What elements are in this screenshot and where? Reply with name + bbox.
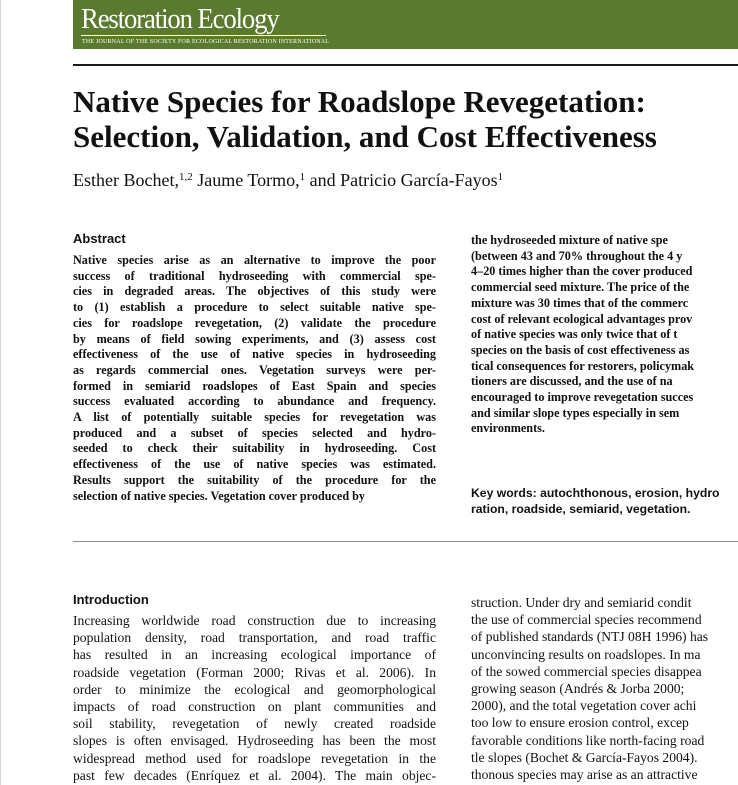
author-affiliation: 1 bbox=[299, 171, 306, 183]
journal-name: Restoration Ecology bbox=[81, 3, 279, 35]
abstract-line: of native species was only twice that of t bbox=[471, 327, 678, 342]
author-name: Esther Bochet, bbox=[73, 170, 179, 190]
journal-subtitle: THE JOURNAL OF THE SOCIETY FOR ECOLOGICAL RESTORATION INTERNATIONAL bbox=[82, 39, 330, 45]
body-line: order to minimize the ecological and geomorphological bbox=[73, 681, 436, 697]
abstract-line: formed in semiarid roadslopes of East Spain and species bbox=[73, 378, 436, 393]
abstract-right-column bbox=[471, 233, 738, 437]
article-title-line: Selection, Validation, and Cost Effectiveness bbox=[73, 119, 657, 154]
body-line: 2000), and the total vegetation cover achi bbox=[471, 698, 697, 714]
body-line: thonous species may arise as an attractive bbox=[471, 767, 698, 783]
abstract-line: success of traditional hydroseeding with commercial spe- bbox=[73, 268, 436, 283]
abstract-line: tical consequences for restorers, policymak bbox=[471, 358, 695, 373]
author-name: Jaume Tormo, bbox=[192, 170, 300, 190]
body-line: has resulted in an increasing ecological importance of bbox=[73, 647, 436, 663]
body-line: widespread method used for roadslope revegetation in the bbox=[73, 750, 436, 766]
body-line: past few decades (Enríquez et al. 2004). The main objec- bbox=[73, 767, 436, 783]
body-line: tle slopes (Bochet & García-Fayos 2004). bbox=[471, 749, 698, 765]
body-line: Increasing worldwide road construction due to increasing bbox=[73, 613, 436, 628]
abstract-line: 4–20 times higher than the cover produced bbox=[471, 264, 693, 279]
article-title bbox=[73, 84, 738, 154]
body-line: unconvincing results on roadslopes. In ma bbox=[471, 646, 701, 662]
body-line: soil stability, revegetation of newly created roadside bbox=[73, 716, 436, 732]
masthead-underline bbox=[81, 35, 326, 36]
author-list bbox=[73, 169, 738, 191]
abstract-line: as regards commercial ones. Vegetation surveys were per- bbox=[73, 362, 436, 377]
abstract-line: cost of relevant ecological advantages prov bbox=[471, 311, 693, 326]
abstract-line: the hydroseeded mixture of native spe bbox=[471, 233, 668, 247]
abstract-line: by means of field sowing experiments, and (3) assess cost bbox=[73, 331, 436, 346]
abstract-line: effectiveness of the use of native species was estimated. bbox=[73, 457, 436, 472]
introduction-left-column bbox=[73, 612, 436, 784]
introduction-heading: Introduction bbox=[73, 592, 149, 607]
body-line: struction. Under dry and semiarid condit bbox=[471, 595, 692, 610]
abstract-line: encouraged to improve revegetation succes bbox=[471, 390, 694, 405]
abstract-line: cies in degraded areas. The objectives of this study were bbox=[73, 284, 436, 299]
body-line: of published standards (NTJ 08H 1996) has bbox=[471, 629, 709, 645]
body-line: impacts of road construction on plant communities and bbox=[73, 699, 436, 715]
abstract-line: produced and a subset of species selected and hydro- bbox=[73, 425, 436, 440]
body-line: growing season (Andrés & Jorba 2000; bbox=[471, 681, 685, 697]
abstract-line: cies for roadslope revegetation, (2) validate the procedure bbox=[73, 315, 436, 330]
abstract-line: tioners are discussed, and the use of na bbox=[471, 374, 673, 389]
abstract-heading: Abstract bbox=[73, 231, 126, 246]
abstract-line: Results support the suitability of the procedure for the bbox=[73, 472, 436, 487]
abstract-line: effectiveness of the use of native species in hydroseeding bbox=[73, 347, 436, 362]
body-line: favorable conditions like north-facing road bbox=[471, 732, 705, 748]
abstract-line: environments. bbox=[471, 421, 545, 436]
abstract-line: A list of potentially suitable species for revegetation was bbox=[73, 410, 436, 425]
abstract-line: seeded to check their suitability in hydroseeding. Cost bbox=[73, 441, 436, 456]
abstract-line: species on the basis of cost effectiveness as bbox=[471, 342, 690, 357]
keywords-line: ration, roadside, semiarid, vegetation. bbox=[471, 502, 691, 516]
body-line: slopes is often envisaged. Hydroseeding has been the most bbox=[73, 733, 436, 749]
keywords-line: Key words: autochthonous, erosion, hydro bbox=[471, 486, 720, 500]
section-divider bbox=[73, 541, 738, 542]
body-line: roadside vegetation (Forman 2000; Rivas et al. 2006). In bbox=[73, 664, 436, 680]
body-line: of the sowed commercial species disappea bbox=[471, 663, 702, 679]
page-edge-rule bbox=[0, 0, 1, 785]
abstract-line: selection of native species. Vegetation cover produced by bbox=[73, 488, 366, 503]
body-line: too low to ensure erosion control, excep bbox=[471, 715, 689, 731]
abstract-line: to (1) establish a procedure to select suitable native spe- bbox=[73, 300, 436, 315]
author-affiliation: 1,2 bbox=[178, 171, 193, 183]
author-name: and Patricio García-Fayos bbox=[305, 170, 498, 190]
author-affiliation: 1 bbox=[497, 171, 504, 183]
introduction-right-column bbox=[471, 594, 738, 783]
body-line: population density, road transportation, and road traffic bbox=[73, 630, 436, 646]
abstract-line: mixture was 30 times that of the commerc bbox=[471, 295, 689, 310]
abstract-line: commercial seed mixture. The price of the bbox=[471, 280, 690, 295]
abstract-left-column bbox=[73, 253, 436, 504]
abstract-line: and similar slope types especially in sem bbox=[471, 405, 680, 420]
journal-masthead bbox=[73, 0, 738, 49]
abstract-line: success evaluated according to abundance and frequency. bbox=[73, 394, 436, 409]
header-rule bbox=[73, 64, 738, 66]
keywords-block bbox=[471, 485, 738, 517]
body-line: the use of commercial species recommend bbox=[471, 612, 702, 628]
abstract-line: Native species arise as an alternative to improve the poor bbox=[73, 253, 436, 267]
abstract-line: (between 43 and 70% throughout the 4 y bbox=[471, 248, 683, 263]
article-title-line: Native Species for Roadslope Revegetation: bbox=[73, 84, 646, 119]
